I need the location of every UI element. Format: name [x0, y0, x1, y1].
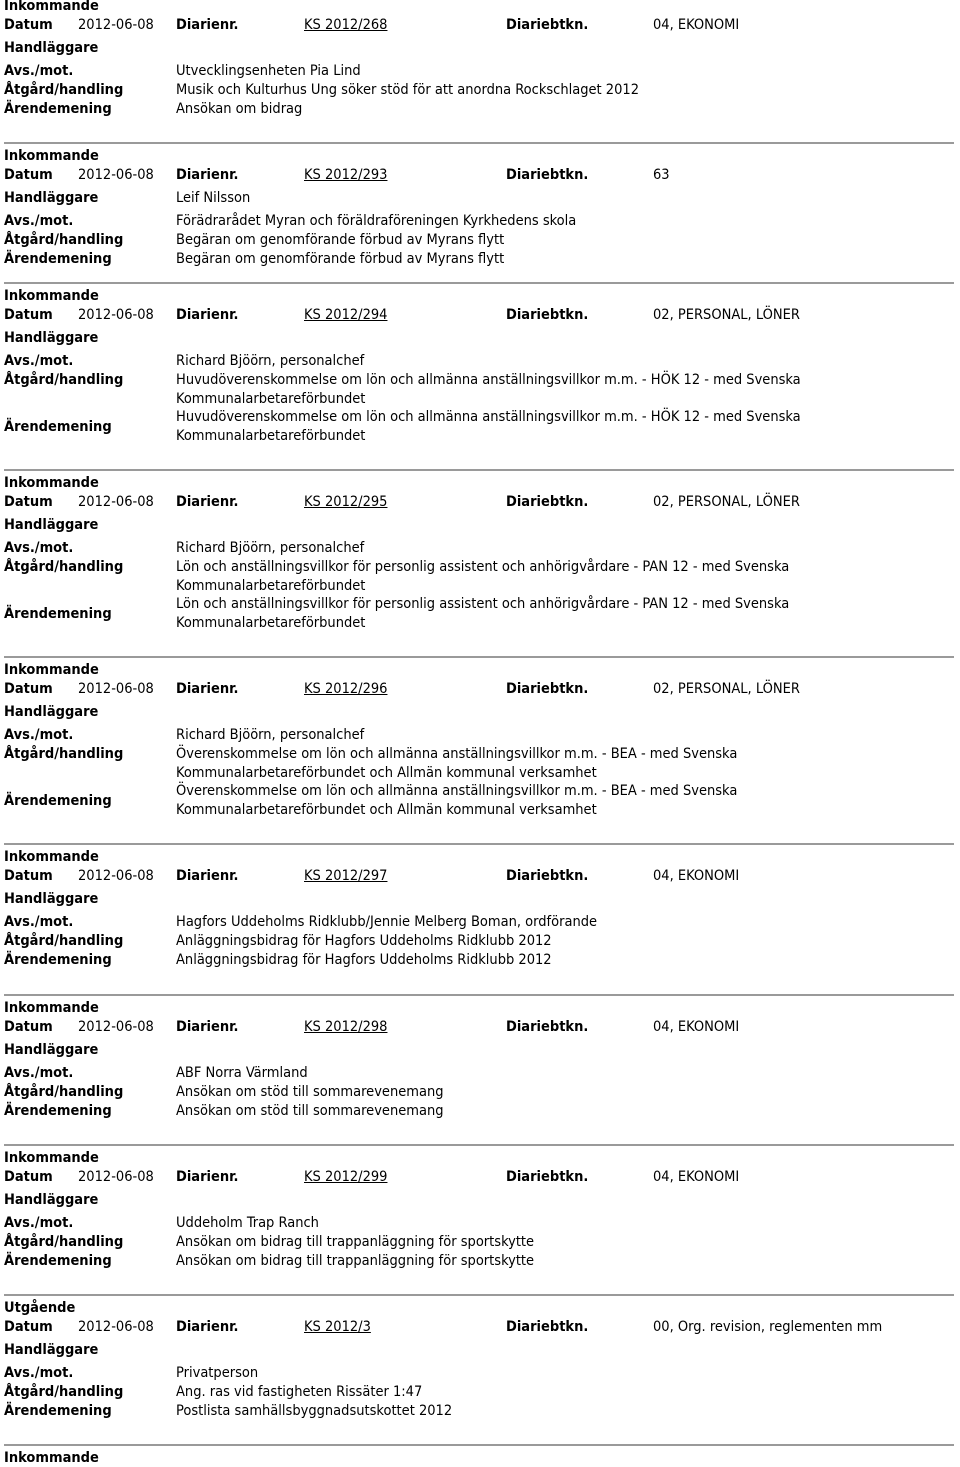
diarienr-value: KS 2012/268 [304, 16, 388, 33]
diariebtkn-value: 00, Org. revision, reglementen mm [653, 1318, 883, 1335]
record-separator [4, 843, 954, 845]
record-date: 2012-06-08 [78, 680, 154, 697]
record-type: Inkommande [4, 1000, 99, 1016]
handlaggare-label: Handläggare [4, 329, 99, 346]
avsmot-value: Privatperson [176, 1365, 259, 1382]
record-type: Utgående [4, 1300, 76, 1316]
diariebtkn-value: 04, EKONOMI [653, 867, 740, 884]
avsmot-label: Avs./mot. [4, 1365, 74, 1382]
record-date: 2012-06-08 [78, 1018, 154, 1035]
record-date: 2012-06-08 [78, 867, 154, 884]
atgard-line: Kommunalarbetareförbundet [176, 577, 366, 594]
avsmot-value: Uddeholm Trap Ranch [176, 1215, 319, 1232]
atgard-line: Anläggningsbidrag för Hagfors Uddeholms Ridklubb 2012 [176, 932, 552, 949]
diarienr-label: Diarienr. [176, 1318, 239, 1335]
record-type: Inkommande [4, 288, 99, 304]
avsmot-value: Utvecklingsenheten Pia Lind [176, 63, 361, 80]
diarienr-value: KS 2012/297 [304, 867, 388, 884]
avsmot-label: Avs./mot. [4, 727, 74, 744]
record-type: Inkommande [4, 1150, 99, 1166]
avsmot-value: Richard Bjöörn, personalchef [176, 727, 365, 744]
arendemening-label: Ärendemening [4, 951, 112, 968]
avsmot-label: Avs./mot. [4, 1065, 74, 1082]
arendemening-label: Ärendemening [4, 605, 112, 622]
record-separator [4, 656, 954, 658]
diariebtkn-value: 63 [653, 166, 670, 183]
record-separator [4, 1144, 954, 1146]
atgard-label: Åtgård/handling [4, 745, 124, 762]
diariebtkn-label: Diariebtkn. [506, 680, 589, 697]
diarienr-label: Diarienr. [176, 493, 239, 510]
diarienr-label: Diarienr. [176, 166, 239, 183]
record-separator [4, 282, 954, 284]
diarienr-value: KS 2012/293 [304, 166, 388, 183]
datum-label: Datum [4, 306, 53, 323]
diarienr-value: KS 2012/3 [304, 1318, 371, 1335]
atgard-label: Åtgård/handling [4, 371, 124, 388]
avsmot-label: Avs./mot. [4, 540, 74, 557]
diarienr-value: KS 2012/295 [304, 493, 388, 510]
record-date: 2012-06-08 [78, 306, 154, 323]
record-date: 2012-06-08 [78, 16, 154, 33]
atgard-line: Huvudöverenskommelse om lön och allmänna anställningsvillkor m.m. - HÖK 12 - med Svenska [176, 371, 801, 388]
datum-label: Datum [4, 16, 53, 33]
diariebtkn-value: 02, PERSONAL, LÖNER [653, 493, 800, 510]
avsmot-value: ABF Norra Värmland [176, 1065, 308, 1082]
record-date: 2012-06-08 [78, 1168, 154, 1185]
record-date: 2012-06-08 [78, 166, 154, 183]
diarienr-label: Diarienr. [176, 16, 239, 33]
diariebtkn-label: Diariebtkn. [506, 867, 589, 884]
record-type: Inkommande [4, 662, 99, 678]
arendemening-label: Ärendemening [4, 1102, 112, 1119]
record-date: 2012-06-08 [78, 493, 154, 510]
diariebtkn-label: Diariebtkn. [506, 493, 589, 510]
arendemening-label: Ärendemening [4, 100, 112, 117]
datum-label: Datum [4, 680, 53, 697]
diarienr-value: KS 2012/299 [304, 1168, 388, 1185]
atgard-label: Åtgård/handling [4, 932, 124, 949]
atgard-line: Ang. ras vid fastigheten Rissäter 1:47 [176, 1383, 423, 1400]
diariebtkn-label: Diariebtkn. [506, 1018, 589, 1035]
handlaggare-label: Handläggare [4, 1341, 99, 1358]
record-date: 2012-06-08 [78, 1318, 154, 1335]
arendemening-label: Ärendemening [4, 1252, 112, 1269]
arendemening-label: Ärendemening [4, 792, 112, 809]
handlaggare-label: Handläggare [4, 1041, 99, 1058]
arendemening-line: Överenskommelse om lön och allmänna anställningsvillkor m.m. - BEA - med Svenska [176, 783, 738, 800]
datum-label: Datum [4, 1168, 53, 1185]
avsmot-value: Richard Bjöörn, personalchef [176, 353, 365, 370]
datum-label: Datum [4, 1318, 53, 1335]
record-separator [4, 1444, 954, 1446]
handlaggare-label: Handläggare [4, 703, 99, 720]
atgard-label: Åtgård/handling [4, 1233, 124, 1250]
datum-label: Datum [4, 1018, 53, 1035]
atgard-line: Musik och Kulturhus Ung söker stöd för att anordna Rockschlaget 2012 [176, 81, 639, 98]
arendemening-line: Postlista samhällsbyggnadsutskottet 2012 [176, 1402, 453, 1419]
atgard-label: Åtgård/handling [4, 558, 124, 575]
avsmot-label: Avs./mot. [4, 63, 74, 80]
diarienr-label: Diarienr. [176, 306, 239, 323]
arendemening-line: Anläggningsbidrag för Hagfors Uddeholms Ridklubb 2012 [176, 951, 552, 968]
diarienr-label: Diarienr. [176, 680, 239, 697]
diariebtkn-label: Diariebtkn. [506, 166, 589, 183]
arendemening-label: Ärendemening [4, 250, 112, 267]
avsmot-label: Avs./mot. [4, 213, 74, 230]
diariebtkn-label: Diariebtkn. [506, 16, 589, 33]
diariebtkn-label: Diariebtkn. [506, 1168, 589, 1185]
avsmot-label: Avs./mot. [4, 1215, 74, 1232]
record-type: Inkommande [4, 849, 99, 865]
arendemening-line: Begäran om genomförande förbud av Myrans flytt [176, 250, 505, 267]
handlaggare-value: Leif Nilsson [176, 189, 251, 206]
atgard-line: Kommunalarbetareförbundet [176, 390, 366, 407]
datum-label: Datum [4, 166, 53, 183]
atgard-line: Kommunalarbetareförbundet och Allmän kommunal verksamhet [176, 764, 597, 781]
diariebtkn-label: Diariebtkn. [506, 1318, 589, 1335]
record-type: Inkommande [4, 148, 99, 164]
record-separator [4, 1294, 954, 1296]
datum-label: Datum [4, 493, 53, 510]
arendemening-line: Kommunalarbetareförbundet och Allmän kommunal verksamhet [176, 801, 597, 818]
avsmot-value: Förädrarådet Myran och föräldraföreningen Kyrkhedens skola [176, 213, 577, 230]
diariebtkn-label: Diariebtkn. [506, 306, 589, 323]
avsmot-label: Avs./mot. [4, 914, 74, 931]
avsmot-label: Avs./mot. [4, 353, 74, 370]
diarienr-label: Diarienr. [176, 867, 239, 884]
diariebtkn-value: 04, EKONOMI [653, 1018, 740, 1035]
arendemening-line: Ansökan om bidrag [176, 100, 303, 117]
handlaggare-label: Handläggare [4, 39, 99, 56]
record-type: Inkommande [4, 1450, 99, 1466]
atgard-label: Åtgård/handling [4, 231, 124, 248]
atgard-line: Överenskommelse om lön och allmänna anställningsvillkor m.m. - BEA - med Svenska [176, 745, 738, 762]
arendemening-label: Ärendemening [4, 1402, 112, 1419]
record-separator [4, 469, 954, 471]
handlaggare-label: Handläggare [4, 189, 99, 206]
atgard-label: Åtgård/handling [4, 1083, 124, 1100]
atgard-line: Ansökan om stöd till sommarevenemang [176, 1083, 444, 1100]
record-separator [4, 994, 954, 996]
arendemening-line: Kommunalarbetareförbundet [176, 614, 366, 631]
avsmot-value: Richard Bjöörn, personalchef [176, 540, 365, 557]
arendemening-line: Ansökan om stöd till sommarevenemang [176, 1102, 444, 1119]
arendemening-label: Ärendemening [4, 418, 112, 435]
record-type: Inkommande [4, 475, 99, 491]
avsmot-value: Hagfors Uddeholms Ridklubb/Jennie Melberg Boman, ordförande [176, 914, 598, 931]
diariebtkn-value: 02, PERSONAL, LÖNER [653, 680, 800, 697]
atgard-label: Åtgård/handling [4, 1383, 124, 1400]
atgard-line: Begäran om genomförande förbud av Myrans flytt [176, 231, 505, 248]
diariebtkn-value: 02, PERSONAL, LÖNER [653, 306, 800, 323]
diarienr-value: KS 2012/296 [304, 680, 388, 697]
arendemening-line: Huvudöverenskommelse om lön och allmänna anställningsvillkor m.m. - HÖK 12 - med Svenska [176, 409, 801, 426]
record-separator [4, 142, 954, 144]
arendemening-line: Ansökan om bidrag till trappanläggning för sportskytte [176, 1252, 535, 1269]
handlaggare-label: Handläggare [4, 890, 99, 907]
record-type: Inkommande [4, 0, 99, 14]
diariebtkn-value: 04, EKONOMI [653, 16, 740, 33]
diarienr-label: Diarienr. [176, 1018, 239, 1035]
diarienr-value: KS 2012/298 [304, 1018, 388, 1035]
arendemening-line: Lön och anställningsvillkor för personlig assistent och anhörigvårdare - PAN 12 - med Svenska [176, 596, 790, 613]
diarienr-value: KS 2012/294 [304, 306, 388, 323]
diariebtkn-value: 04, EKONOMI [653, 1168, 740, 1185]
arendemening-line: Kommunalarbetareförbundet [176, 427, 366, 444]
handlaggare-label: Handläggare [4, 516, 99, 533]
atgard-line: Ansökan om bidrag till trappanläggning för sportskytte [176, 1233, 535, 1250]
atgard-line: Lön och anställningsvillkor för personlig assistent och anhörigvårdare - PAN 12 - med Svenska [176, 558, 790, 575]
diarienr-label: Diarienr. [176, 1168, 239, 1185]
handlaggare-label: Handläggare [4, 1191, 99, 1208]
datum-label: Datum [4, 867, 53, 884]
atgard-label: Åtgård/handling [4, 81, 124, 98]
